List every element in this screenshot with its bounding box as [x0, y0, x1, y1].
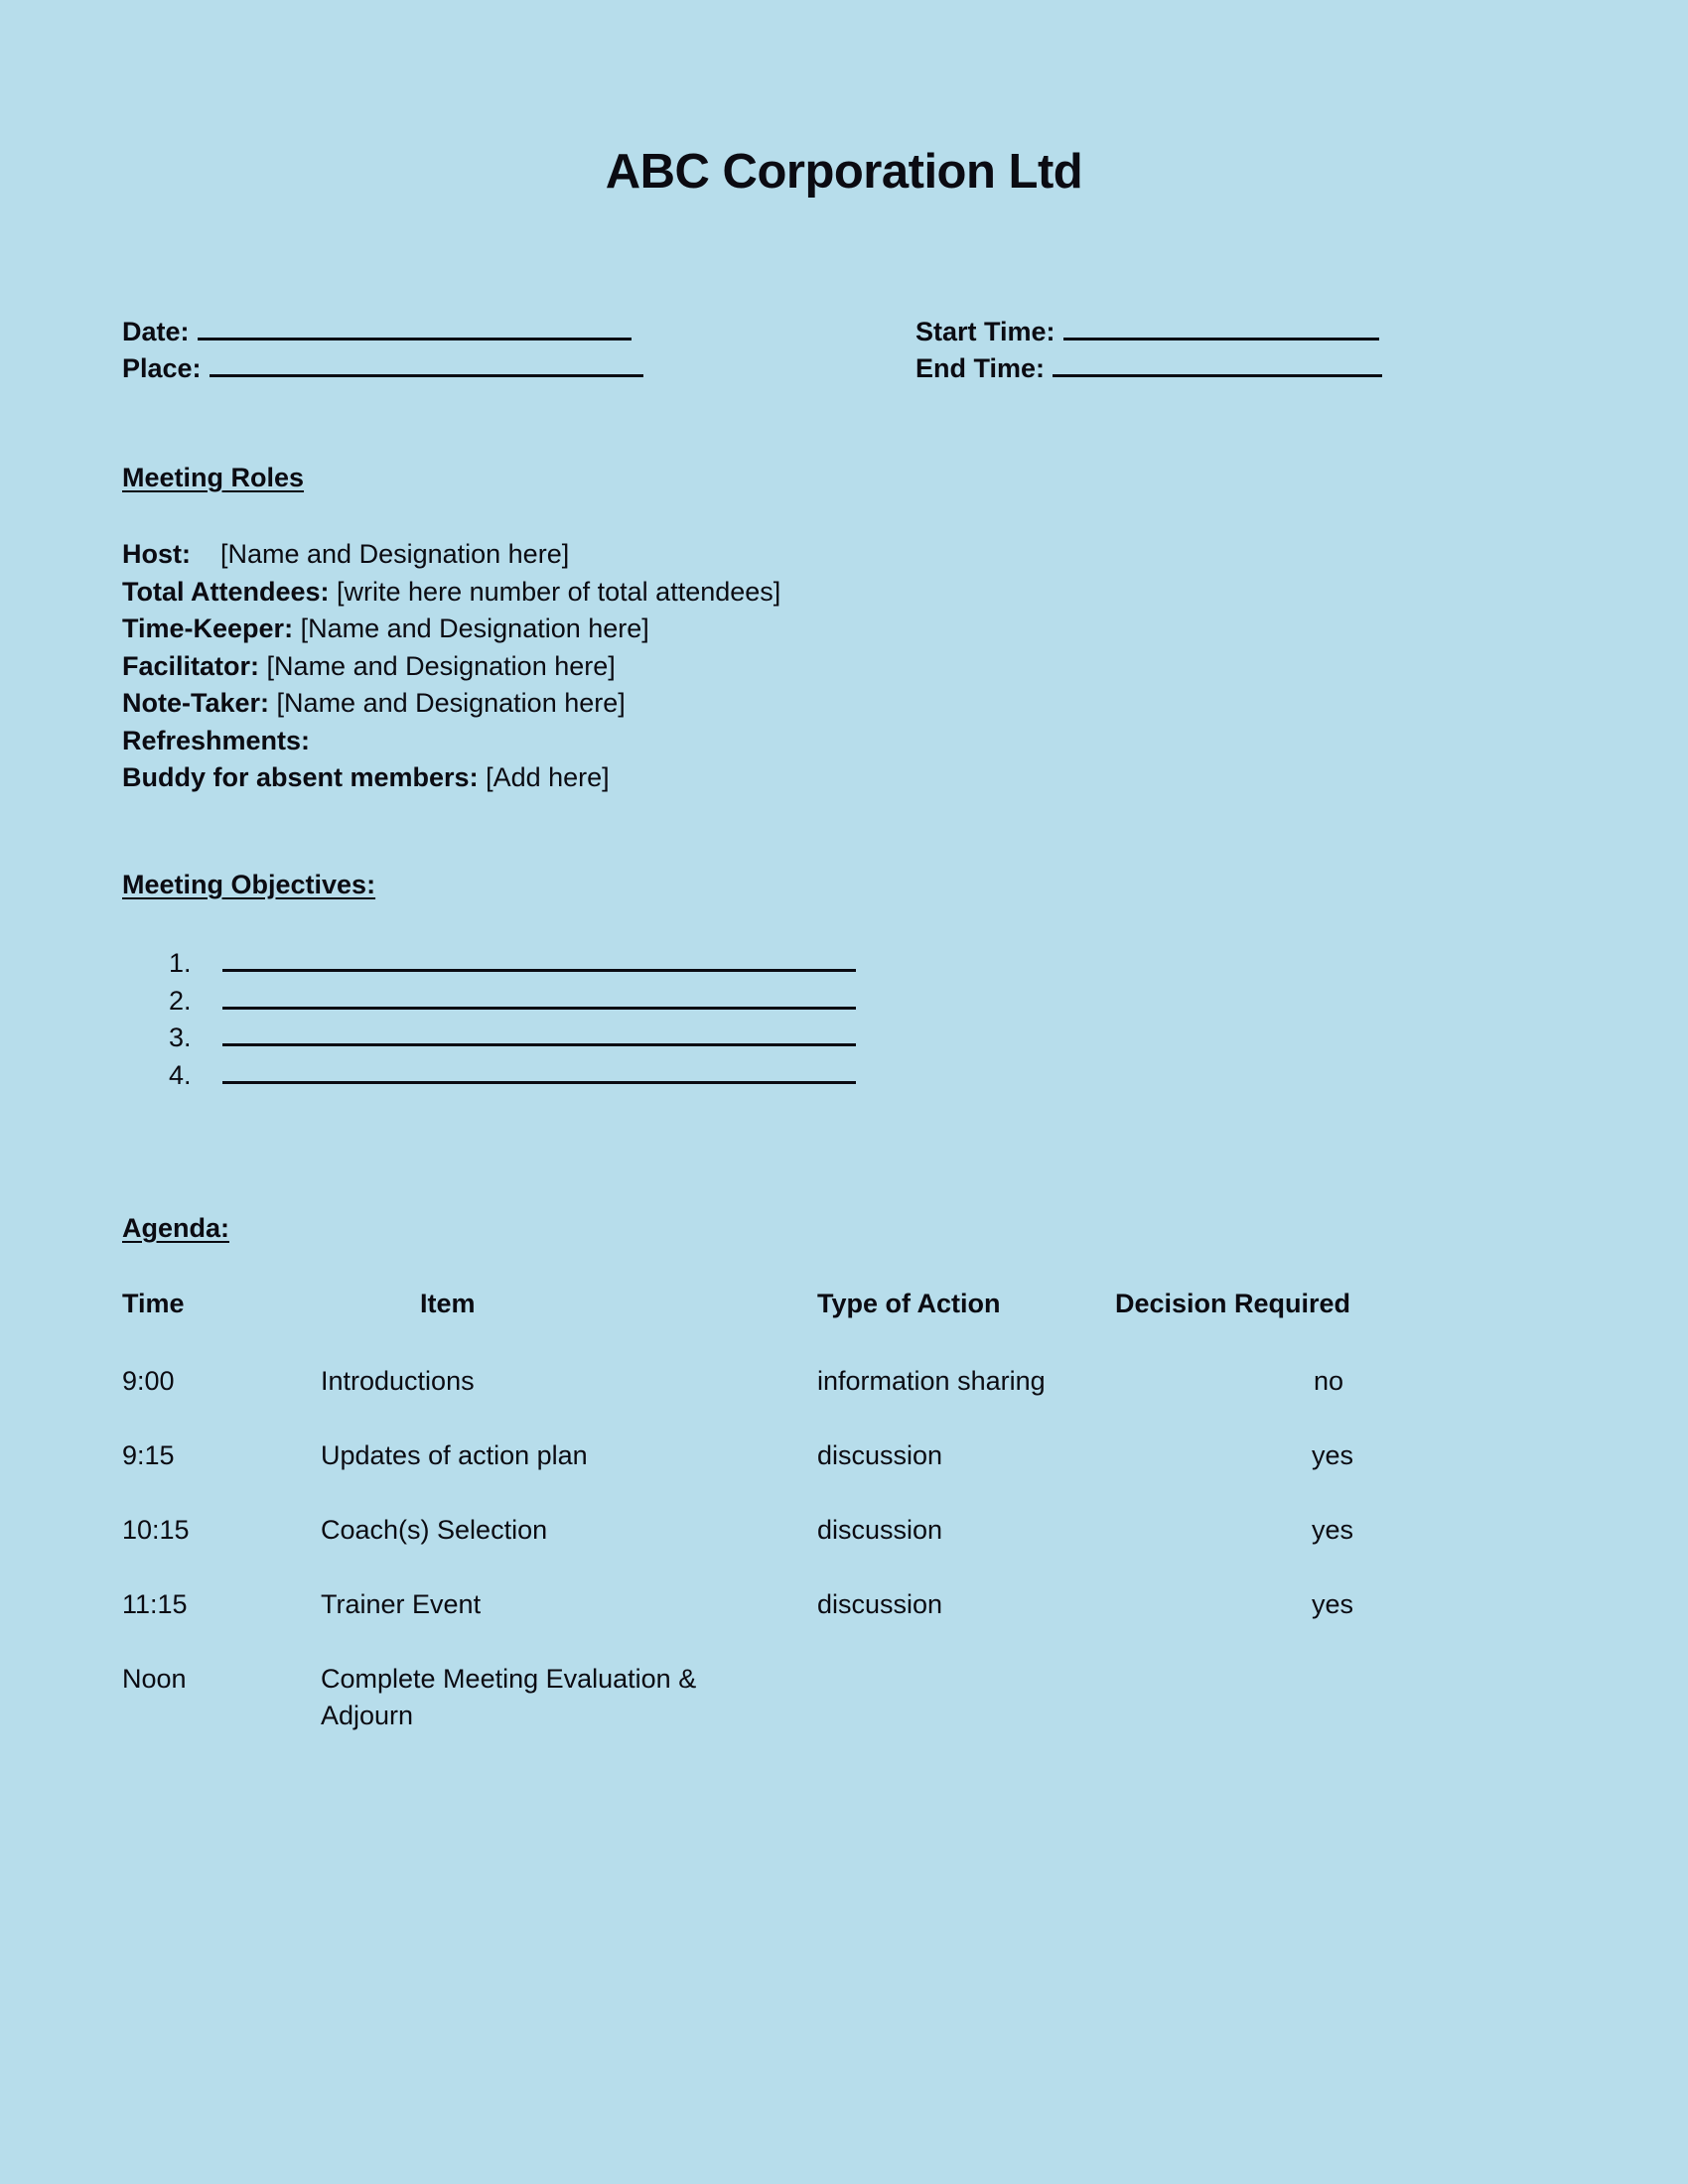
agenda-item: Trainer Event	[321, 1589, 482, 1619]
agenda-heading: Agenda:	[122, 1213, 229, 1243]
date-blank-line[interactable]	[198, 316, 632, 341]
role-label: Total Attendees:	[122, 576, 330, 607]
agenda-time: 9:00	[122, 1366, 175, 1396]
objective-item	[169, 1057, 856, 1095]
role-value[interactable]: [Name and Designation here]	[266, 650, 616, 681]
role-value[interactable]: [Name and Designation here]	[220, 539, 570, 569]
role-label: Host:	[122, 539, 191, 569]
objective-item	[169, 945, 856, 983]
agenda-time: 11:15	[122, 1589, 188, 1619]
column-header-time: Time	[122, 1289, 185, 1318]
agenda-time: 10:15	[122, 1515, 190, 1545]
role-row-buddy	[122, 759, 780, 797]
objective-blank-line[interactable]	[222, 1022, 856, 1046]
place-label: Place:	[122, 353, 202, 383]
agenda-type-of-action: discussion	[817, 1515, 943, 1545]
agenda-item: Updates of action plan	[321, 1440, 588, 1470]
agenda-decision-required: no	[1313, 1366, 1343, 1396]
column-header-decision-required: Decision Required	[1115, 1289, 1351, 1318]
end-time-label: End Time:	[915, 353, 1046, 383]
meeting-objectives-heading: Meeting Objectives:	[122, 870, 376, 899]
role-row-facilitator	[122, 648, 780, 686]
end-time-blank-line[interactable]	[1053, 352, 1382, 377]
date-field[interactable]	[122, 316, 632, 347]
role-row-time-keeper	[122, 611, 780, 648]
objective-blank-line[interactable]	[222, 985, 856, 1010]
objective-item	[169, 1020, 856, 1057]
agenda-decision-required: yes	[1311, 1515, 1353, 1545]
role-value[interactable]: [write here number of total attendees]	[337, 576, 781, 607]
objectives-list	[169, 945, 856, 1094]
end-time-field[interactable]	[915, 352, 1382, 384]
place-field[interactable]	[122, 352, 643, 384]
meeting-roles-list	[122, 536, 780, 797]
agenda-item: Coach(s) Selection	[321, 1515, 548, 1545]
objective-number: 3.	[169, 1023, 192, 1052]
agenda-item: Introductions	[321, 1366, 475, 1396]
objective-blank-line[interactable]	[222, 947, 856, 972]
start-time-label: Start Time:	[915, 317, 1055, 346]
agenda-item: Complete Meeting Evaluation & Adjourn	[321, 1664, 697, 1730]
role-row-total-attendees	[122, 574, 780, 612]
role-label: Time-Keeper:	[122, 614, 294, 643]
role-value[interactable]: [Name and Designation here]	[276, 688, 626, 718]
meeting-roles-heading: Meeting Roles	[122, 463, 305, 492]
page-title: ABC Corporation Ltd	[605, 145, 1083, 199]
objective-item	[169, 983, 856, 1021]
role-label: Refreshments:	[122, 725, 311, 755]
agenda-type-of-action: discussion	[817, 1589, 943, 1619]
objective-number: 1.	[169, 948, 192, 978]
objective-number: 2.	[169, 985, 192, 1016]
role-label: Buddy for absent members:	[122, 762, 479, 792]
objective-number: 4.	[169, 1059, 192, 1090]
role-row-note-taker	[122, 685, 780, 723]
role-row-refreshments	[122, 723, 780, 760]
agenda-type-of-action: information sharing	[817, 1366, 1046, 1396]
column-header-type-of-action: Type of Action	[817, 1289, 1001, 1318]
agenda-decision-required: yes	[1311, 1589, 1353, 1619]
agenda-time: Noon	[122, 1664, 187, 1694]
start-time-blank-line[interactable]	[1063, 316, 1379, 341]
start-time-field[interactable]	[915, 316, 1379, 347]
place-blank-line[interactable]	[210, 352, 643, 377]
agenda-decision-required: yes	[1311, 1440, 1353, 1470]
objective-blank-line[interactable]	[222, 1059, 856, 1084]
column-header-item: Item	[420, 1289, 476, 1318]
role-row-host	[122, 536, 780, 574]
date-label: Date:	[122, 317, 190, 346]
agenda-time: 9:15	[122, 1440, 175, 1470]
role-value[interactable]: [Add here]	[486, 762, 610, 792]
role-label: Facilitator:	[122, 650, 260, 681]
agenda-type-of-action: discussion	[817, 1440, 943, 1470]
role-value[interactable]: [Name and Designation here]	[300, 614, 649, 643]
role-label: Note-Taker:	[122, 688, 270, 718]
